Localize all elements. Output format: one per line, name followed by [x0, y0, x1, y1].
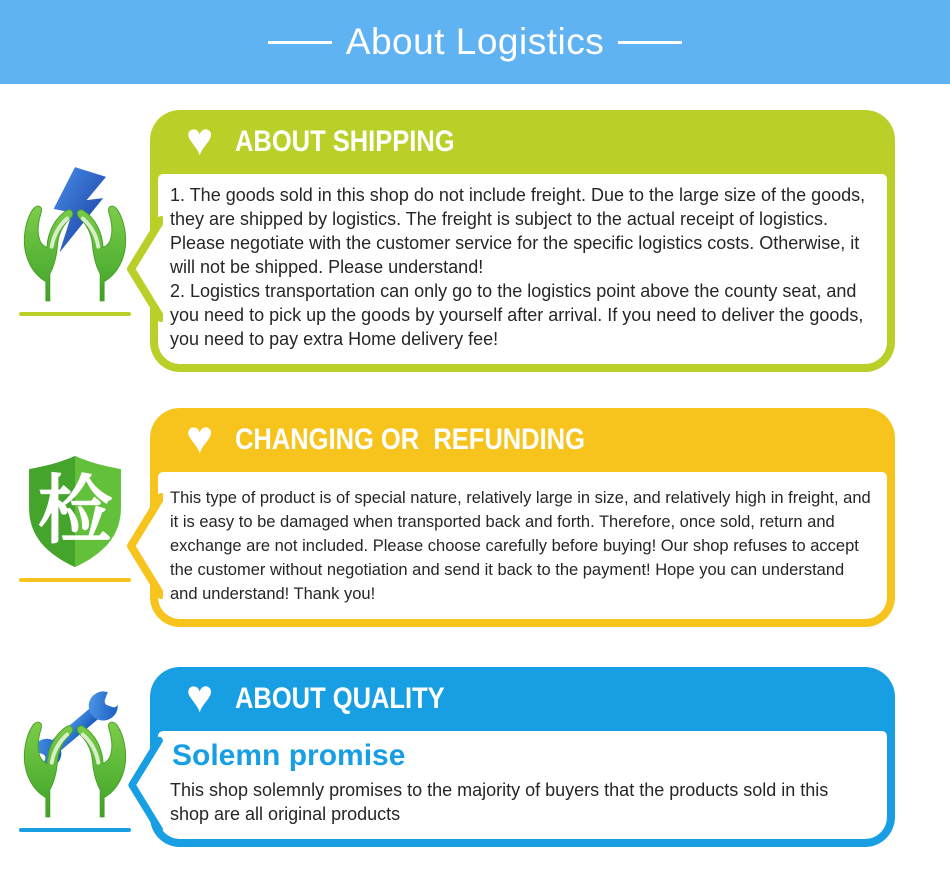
refunding-icon-underline: [19, 578, 131, 582]
shipping-paragraph-2: 2. Logistics transportation can only go to the logistics point above the county seat, and you need to pick up the goods by yourself after arrival. If you need to deliver the goods, you need to pay extra Home delivery fee!: [170, 281, 864, 349]
bubble-tail-icon: [121, 491, 163, 601]
card-about-shipping: [150, 110, 895, 372]
refunding-card-body: [158, 472, 887, 619]
banner-title: About Logistics: [345, 21, 605, 62]
shipping-icon-underline: [19, 312, 131, 316]
hands-holding-lightning-icon: [11, 166, 139, 304]
heart-icon: ♥: [186, 113, 214, 165]
quality-card-header: [158, 667, 887, 731]
refunding-paragraph: This type of product is of special nature, relatively large in size, and relatively high in freight, and it is easy to be damaged when transported back and forth. Therefore, once sold, return and exchange are not included. Please choose carefully before buying! Our shop refuses to accept the customer without negotiation and send it back to the payment! Hope you can understand and understand! Thank you!: [170, 489, 871, 603]
refunding-card-title: CHANGING OR REFUNDING: [235, 423, 586, 456]
refunding-card-header: [158, 408, 887, 472]
about-logistics-banner: [0, 0, 950, 84]
card-about-quality: [150, 667, 895, 847]
refunding-row: [0, 408, 950, 627]
logistics-info-section: [0, 84, 950, 877]
shield-character: 检: [37, 469, 113, 553]
heart-icon: ♥: [186, 411, 214, 463]
decorative-line-left: [268, 41, 332, 44]
quality-row: [0, 667, 950, 847]
shipping-card-title: ABOUT SHIPPING: [235, 125, 455, 158]
hands-holding-wrench-icon: [11, 682, 139, 820]
quality-card-title: ABOUT QUALITY: [235, 682, 445, 715]
shipping-row: [0, 110, 950, 372]
shipping-card-header: [158, 110, 887, 174]
bubble-tail-icon: [121, 214, 163, 324]
card-changing-or-refunding: [150, 408, 895, 627]
shipping-card-body: [158, 174, 887, 364]
quality-paragraph: This shop solemnly promises to the majority of buyers that the products sold in this shop are all original products: [170, 780, 829, 824]
bubble-tail-icon: [121, 735, 163, 835]
quality-icon-underline: [19, 828, 131, 832]
shipping-paragraph-1: 1. The goods sold in this shop do not include freight. Due to the large size of the goods, they are shipped by logistics. The freight is subject to the actual receipt of logistics. Please negotiate with the customer service for the specific logistics costs. Otherwise, it will not be shipped. Please understand!: [170, 185, 866, 277]
quality-card-body: [158, 731, 887, 839]
inspection-shield-icon: [22, 453, 128, 570]
decorative-line-right: [618, 41, 682, 44]
heart-icon: ♥: [186, 670, 214, 722]
solemn-promise-heading: Solemn promise: [172, 739, 406, 772]
